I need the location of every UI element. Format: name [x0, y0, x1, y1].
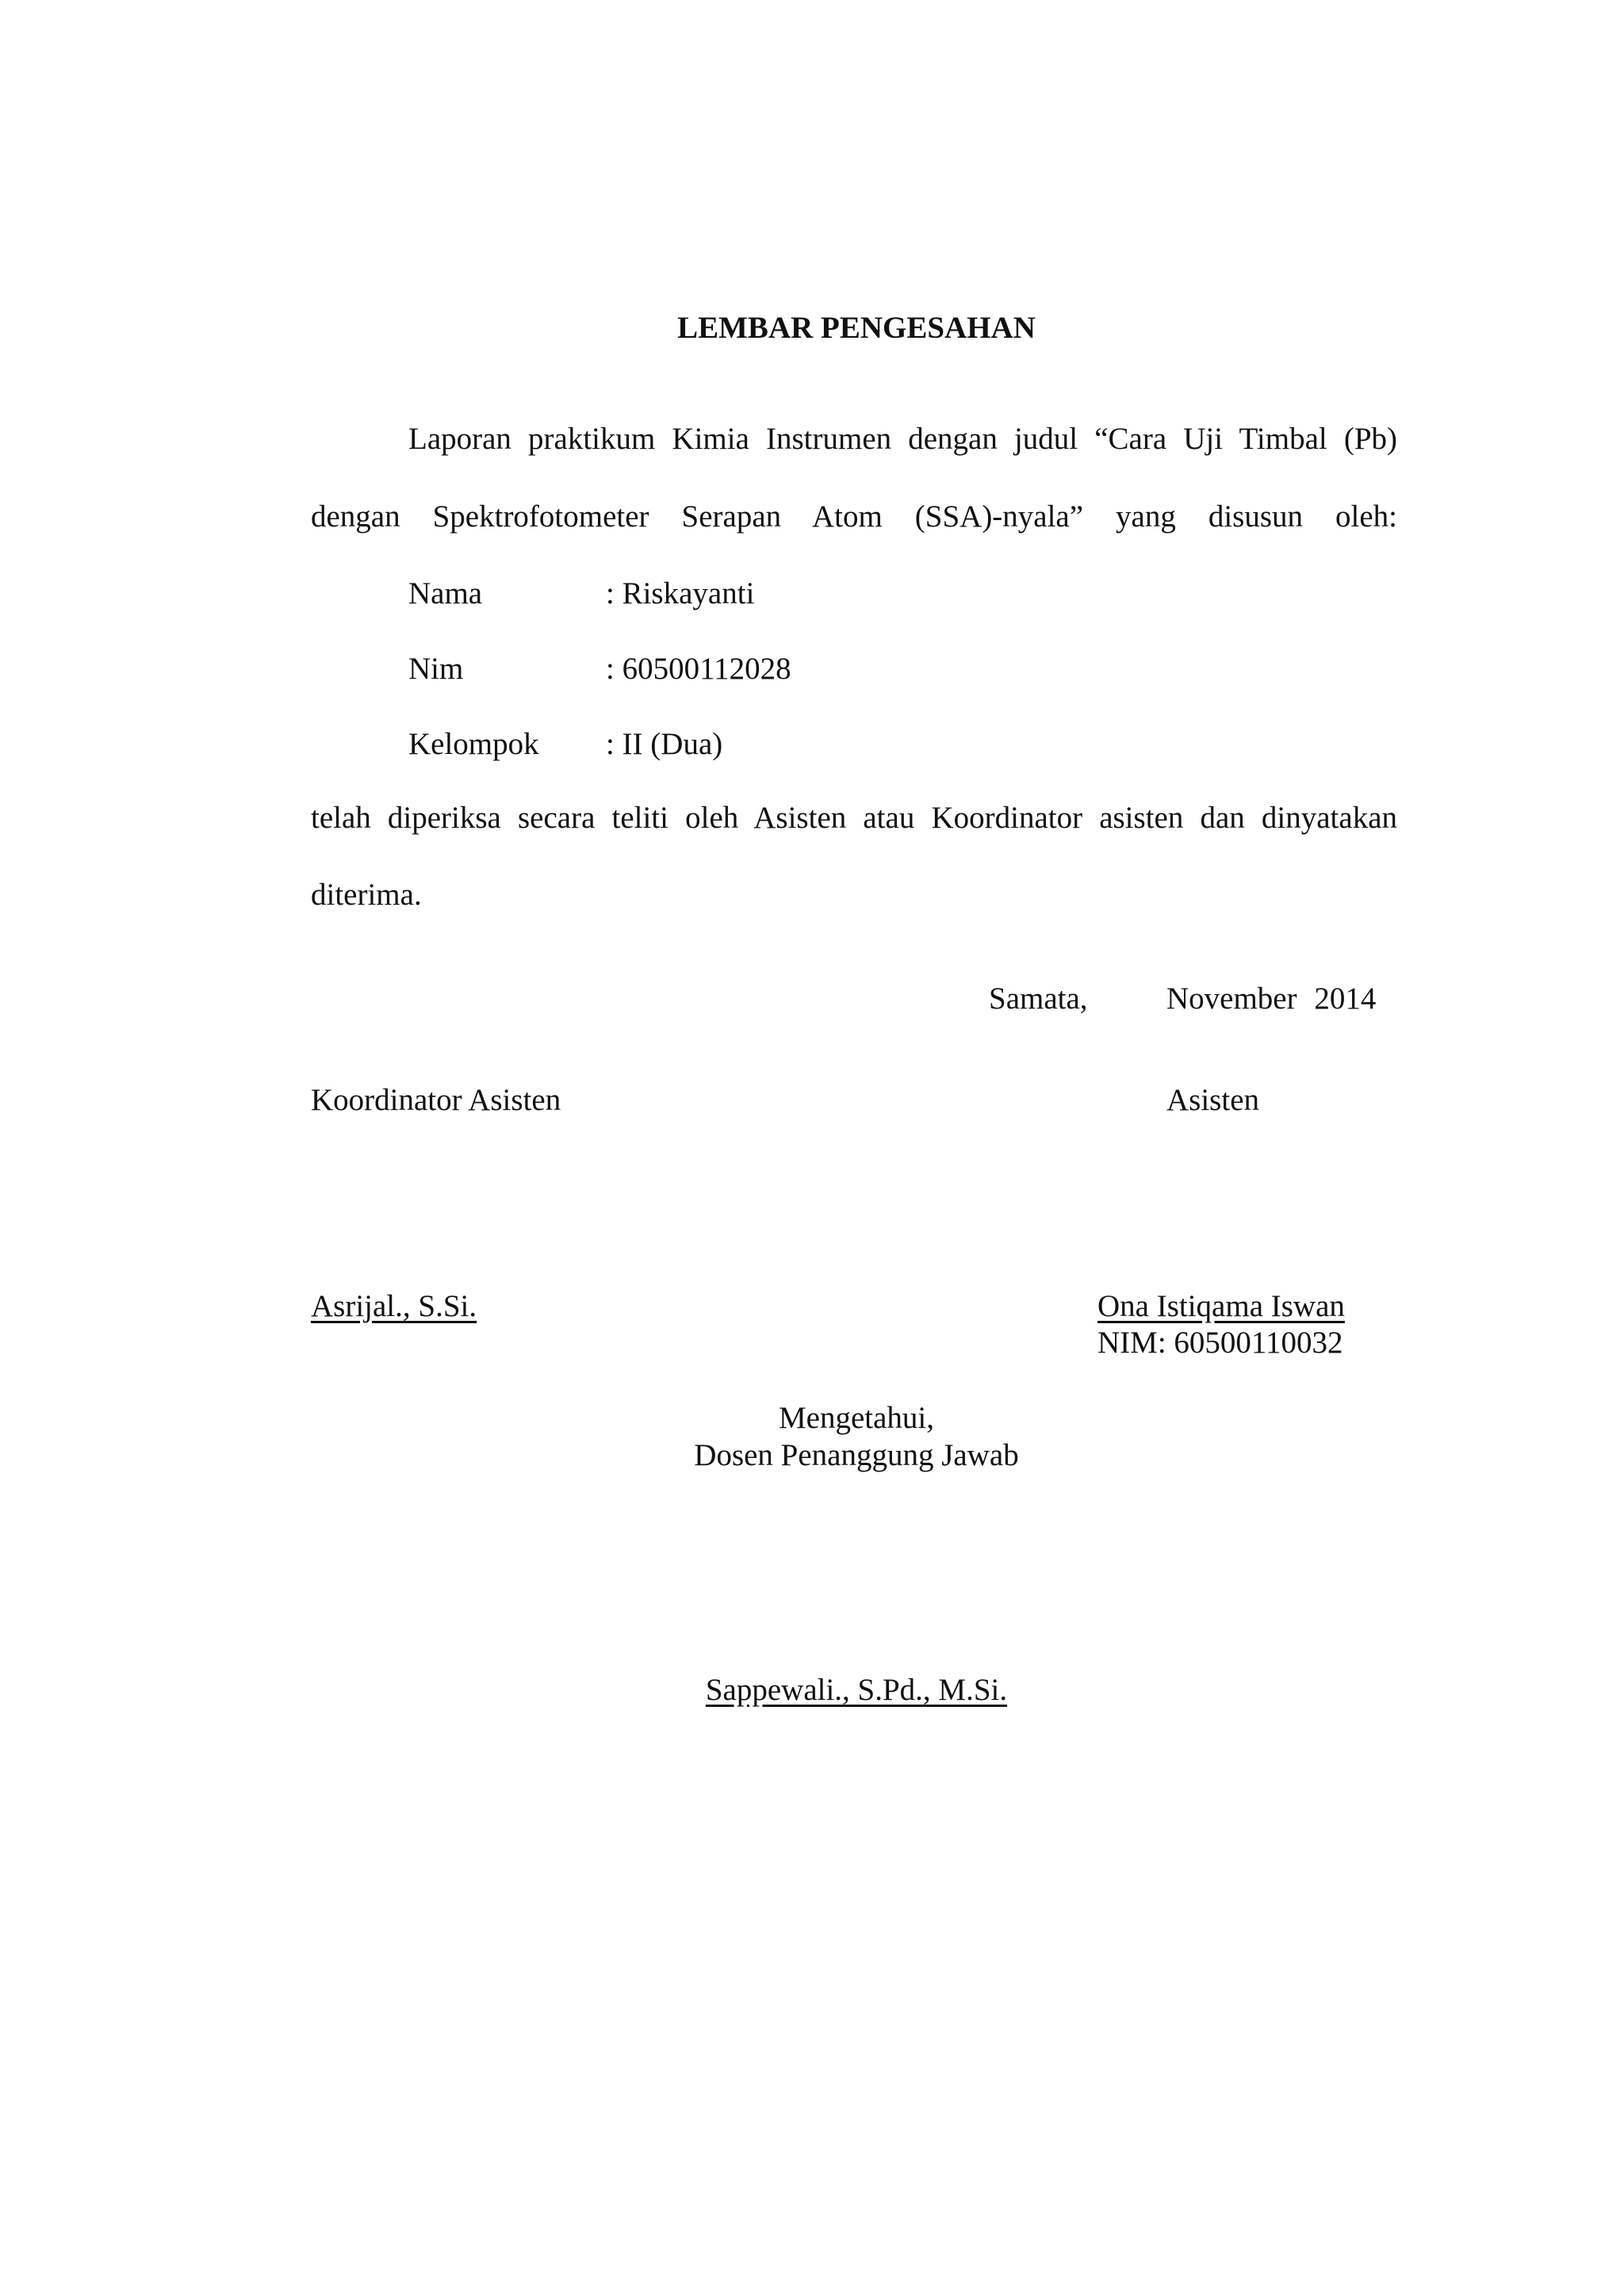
assistant-nim: NIM: 60500110032 [1097, 1326, 1343, 1360]
acknowledgement-label: Mengetahui, [778, 1401, 935, 1435]
coordinator-role: Koordinator Asisten [311, 1083, 561, 1117]
coordinator-name: Asrijal., S.Si. [311, 1289, 477, 1323]
lecturer-name-wrapper [0, 1671, 1624, 1709]
assistant-role: Asisten [1166, 1083, 1259, 1117]
intro-line-1: Laporan praktikum Kimia Instrumen dengan judul “Cara Uji Timbal (Pb) [408, 422, 1397, 456]
field-label-kelompok: Kelompok [408, 727, 539, 761]
date-text: November 2014 [1166, 982, 1377, 1016]
lecturer-name: Sappewali., S.Pd., M.Si. [705, 1673, 1008, 1707]
statement-line-2: diterima. [311, 878, 422, 912]
field-label-nama: Nama [408, 576, 483, 610]
assistant-name: Ona Istiqama Iswan [1097, 1289, 1345, 1323]
page-title: LEMBAR PENGESAHAN [677, 311, 1036, 345]
field-value-nim: : 60500112028 [606, 652, 791, 686]
intro-line-2: dengan Spektrofotometer Serapan Atom (SSA)-nyala” yang disusun oleh: [311, 499, 1397, 534]
place-text: Samata, [989, 982, 1088, 1016]
field-value-nama: : Riskayanti [606, 576, 755, 610]
lecturer-role: Dosen Penanggung Jawab [694, 1438, 1019, 1472]
field-value-kelompok: : II (Dua) [606, 727, 723, 761]
field-label-nim: Nim [408, 652, 464, 686]
statement-line-1: telah diperiksa secara teliti oleh Asisten atau Koordinator asisten dan dinyatakan [311, 801, 1397, 835]
